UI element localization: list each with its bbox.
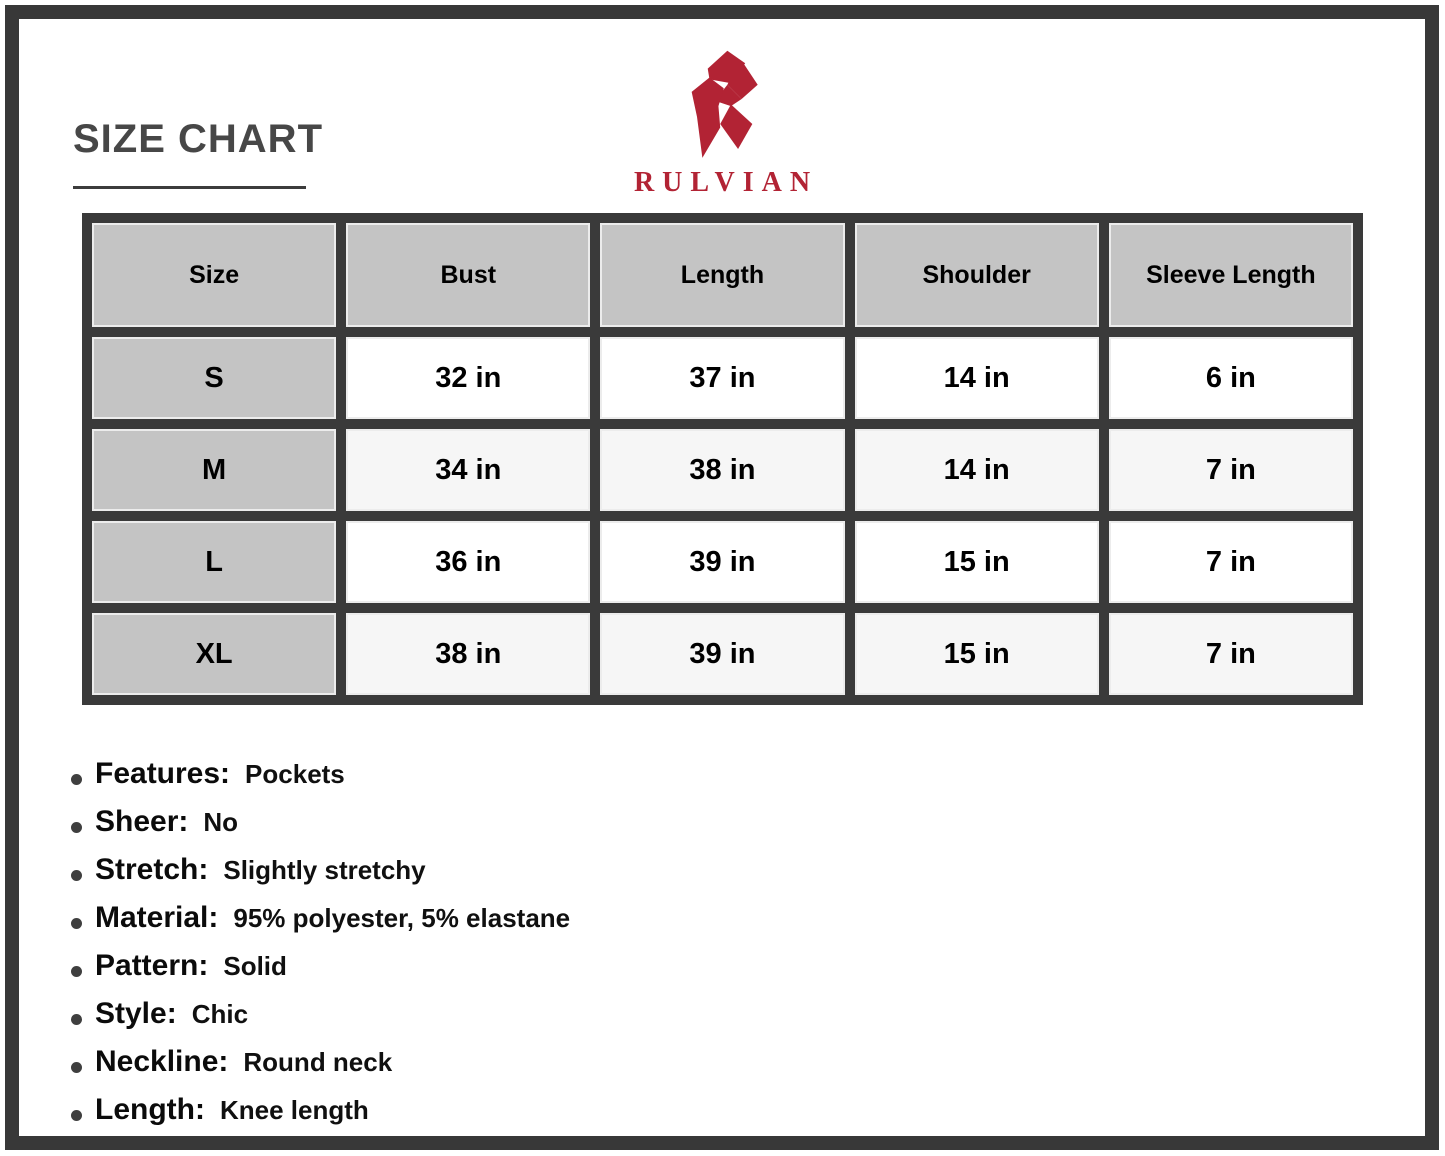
detail-item-neckline: [71, 1045, 570, 1093]
bullet-icon: [71, 1014, 82, 1025]
detail-label: Length:: [95, 1093, 205, 1126]
detail-value: Solid: [223, 951, 287, 981]
bust-cell: 32 in: [346, 337, 590, 419]
detail-label: Style:: [95, 997, 177, 1030]
col-header-sleeve-length: Sleeve Length: [1109, 223, 1353, 327]
bullet-icon: [71, 966, 82, 977]
detail-label: Neckline:: [95, 1045, 229, 1078]
bust-cell: 38 in: [346, 613, 590, 695]
detail-item-sheer: [71, 805, 570, 853]
shoulder-cell: 14 in: [855, 429, 1099, 511]
detail-item-length: [71, 1093, 570, 1141]
brand-logo-r-icon: [674, 49, 770, 165]
sleeve-cell: 7 in: [1109, 429, 1353, 511]
bust-cell: 36 in: [346, 521, 590, 603]
detail-value: Knee length: [219, 1095, 369, 1125]
shoulder-cell: 15 in: [855, 613, 1099, 695]
sleeve-cell: 7 in: [1109, 613, 1353, 695]
size-cell: L: [92, 521, 336, 603]
col-header-length: Length: [600, 223, 844, 327]
table-row-s: [92, 337, 1353, 419]
page-frame: [5, 5, 1439, 1150]
brand-logo: [592, 49, 852, 199]
bullet-icon: [71, 918, 82, 929]
length-cell: 38 in: [600, 429, 844, 511]
detail-value: 95% polyester, 5% elastane: [233, 903, 571, 933]
product-details-list: [71, 757, 570, 1141]
table-row-l: [92, 521, 1353, 603]
size-cell: M: [92, 429, 336, 511]
bullet-icon: [71, 774, 82, 785]
detail-label: Features:: [95, 757, 231, 790]
detail-value: Slightly stretchy: [223, 855, 426, 885]
bullet-icon: [71, 822, 82, 833]
size-cell: XL: [92, 613, 336, 695]
detail-value: Pockets: [245, 759, 345, 789]
length-cell: 39 in: [600, 613, 844, 695]
page-title: SIZE CHART: [73, 117, 323, 161]
size-chart-table: [82, 213, 1363, 705]
sleeve-cell: 7 in: [1109, 521, 1353, 603]
table-row-m: [92, 429, 1353, 511]
detail-item-pattern: [71, 949, 570, 997]
title-block: [73, 117, 323, 189]
detail-label: Material:: [95, 901, 219, 934]
sleeve-cell: 6 in: [1109, 337, 1353, 419]
detail-label: Sheer:: [95, 805, 189, 838]
detail-item-style: [71, 997, 570, 1045]
col-header-bust: Bust: [346, 223, 590, 327]
brand-name: RULVIAN: [633, 167, 819, 198]
detail-item-material: [71, 901, 570, 949]
table-header-row: [92, 223, 1353, 327]
bust-cell: 34 in: [346, 429, 590, 511]
length-cell: 39 in: [600, 521, 844, 603]
bullet-icon: [71, 870, 82, 881]
bullet-icon: [71, 1062, 82, 1073]
detail-item-stretch: [71, 853, 570, 901]
shoulder-cell: 14 in: [855, 337, 1099, 419]
title-underline: [73, 186, 306, 189]
detail-value: Chic: [191, 999, 249, 1029]
detail-label: Stretch:: [95, 853, 209, 886]
table-row-xl: [92, 613, 1353, 695]
col-header-shoulder: Shoulder: [855, 223, 1099, 327]
detail-item-features: [71, 757, 570, 805]
detail-value: No: [203, 807, 239, 837]
bullet-icon: [71, 1110, 82, 1121]
detail-label: Pattern:: [95, 949, 209, 982]
size-cell: S: [92, 337, 336, 419]
detail-value: Round neck: [243, 1047, 393, 1077]
col-header-size: Size: [92, 223, 336, 327]
length-cell: 37 in: [600, 337, 844, 419]
shoulder-cell: 15 in: [855, 521, 1099, 603]
